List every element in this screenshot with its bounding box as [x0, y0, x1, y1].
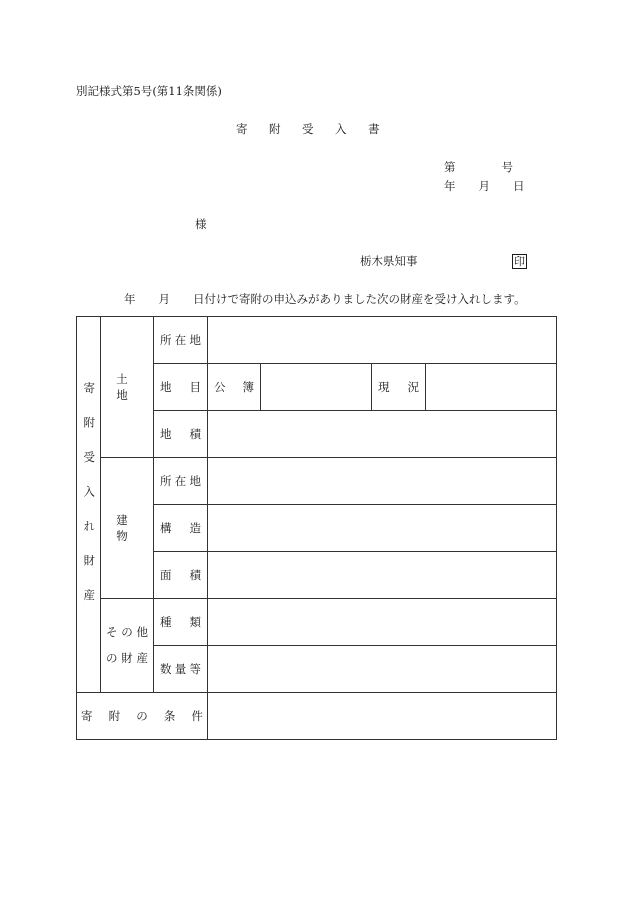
registry-field[interactable]: [261, 364, 372, 411]
issuer-name: 栃木県知事: [360, 254, 418, 268]
other-category-line2: の財産: [106, 650, 148, 665]
quantity-label: 数量等: [160, 662, 201, 676]
kind-label: 種 類: [160, 615, 201, 629]
vertical-label-cell: [77, 317, 101, 693]
current-status-label: 現 況: [378, 380, 419, 394]
building-category-cell: [101, 458, 154, 599]
current-status-field[interactable]: [426, 364, 557, 411]
land-area-label-cell: [154, 411, 208, 458]
donation-property-table: [76, 316, 557, 740]
land-location-label-cell: [154, 317, 208, 364]
quantity-label-cell: [154, 646, 208, 693]
quantity-field[interactable]: [208, 646, 557, 693]
registry-label: 公 簿: [214, 380, 254, 394]
land-area-label: 地 積: [160, 427, 201, 441]
land-area-field[interactable]: [208, 411, 557, 458]
floor-area-field[interactable]: [208, 552, 557, 599]
floor-area-label: 面 積: [160, 568, 201, 582]
date-line: 年 月 日: [444, 179, 525, 193]
land-location-label: 所在地: [160, 333, 201, 347]
document-title: 寄 附 受 入 書: [236, 122, 385, 136]
land-category-cell: [101, 317, 154, 458]
kind-field[interactable]: [208, 599, 557, 646]
structure-field[interactable]: [208, 505, 557, 552]
addressee-suffix: 様: [195, 217, 207, 231]
body-text: 年 月 日付けで寄附の申込みがありました次の財産を受け入れします。: [124, 292, 526, 306]
land-location-field[interactable]: [208, 317, 557, 364]
kind-label-cell: [154, 599, 208, 646]
building-location-label: 所在地: [160, 474, 201, 488]
building-location-field[interactable]: [208, 458, 557, 505]
building-category-label: 建 物: [116, 513, 138, 543]
registry-label-cell: [208, 364, 261, 411]
floor-area-label-cell: [154, 552, 208, 599]
land-type-label: 地 目: [160, 380, 201, 394]
building-location-label-cell: [154, 458, 208, 505]
other-category-line1: その他: [106, 625, 148, 640]
land-category-label: 土 地: [116, 372, 138, 402]
form-number: 別記様式第5号(第11条関係): [76, 84, 222, 98]
structure-label-cell: [154, 505, 208, 552]
vertical-label: 寄附受入れ財産: [82, 382, 97, 624]
conditions-label-cell: [77, 693, 208, 740]
land-type-label-cell: [154, 364, 208, 411]
document-number-line: 第 号: [444, 160, 513, 174]
current-status-label-cell: [372, 364, 426, 411]
seal-mark: 印: [514, 255, 525, 268]
conditions-label: 寄附の条件: [81, 709, 203, 723]
structure-label: 構 造: [160, 521, 201, 535]
other-category-cell: [101, 599, 154, 693]
conditions-field[interactable]: [208, 693, 557, 740]
